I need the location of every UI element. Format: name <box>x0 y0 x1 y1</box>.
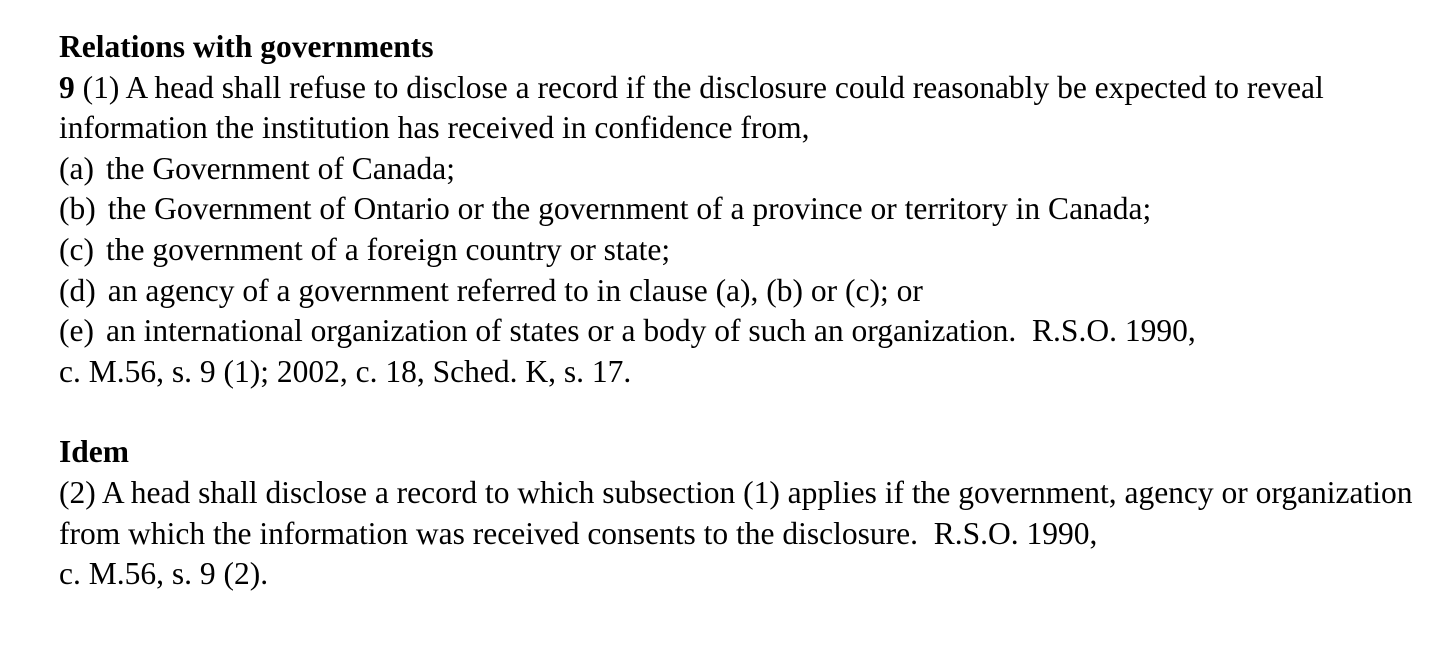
clause-a <box>59 149 1439 190</box>
citation-2-part2: c. M.56, s. 9 (2). <box>59 556 269 592</box>
clause-text: the Government of Canada; <box>105 150 455 186</box>
clause-label: (c) <box>59 231 94 267</box>
clause-e <box>59 311 1439 352</box>
clause-label: (a) <box>59 150 94 186</box>
clause-c <box>59 230 1439 271</box>
clause-text: the government of a foreign country or state; <box>105 231 671 267</box>
clause-d <box>59 271 1439 312</box>
subsection-1-intro: (1) A head shall refuse to disclose a record if the disclosure could reasonably be expected to reveal information the institution has received in confidence from, <box>59 69 1324 146</box>
clause-b <box>59 189 1439 230</box>
clause-text: the Government of Ontario or the government of a province or territory in Canada; <box>107 191 1152 227</box>
clause-text: an agency of a government referred to in clause (a), (b) or (c); or <box>107 272 923 308</box>
citation-1-part1: R.S.O. 1990, <box>1032 313 1196 349</box>
section-number: 9 <box>59 69 75 105</box>
statute-document <box>59 27 1439 595</box>
citation-2-part1: R.S.O. 1990, <box>933 515 1098 551</box>
clause-label: (b) <box>59 191 96 227</box>
clause-label: (d) <box>59 272 96 308</box>
subsection-2-text: (2) A head shall disclose a record to which subsection (1) applies if the government, agency or organization from which the information was received consents to the disclosure. <box>59 474 1413 551</box>
citation-1-part2: c. M.56, s. 9 (1); 2002, c. 18, Sched. K, s. 17. <box>59 353 632 389</box>
paragraph-gap <box>59 392 1439 432</box>
idem-heading: Idem <box>59 434 129 470</box>
subsection-2-paragraph <box>59 473 1439 554</box>
clause-text: an international organization of states or a body of such an organization. <box>105 313 1017 349</box>
subsection-1-paragraph <box>59 68 1439 149</box>
section-heading: Relations with governments <box>59 29 434 64</box>
clause-label: (e) <box>59 313 94 349</box>
